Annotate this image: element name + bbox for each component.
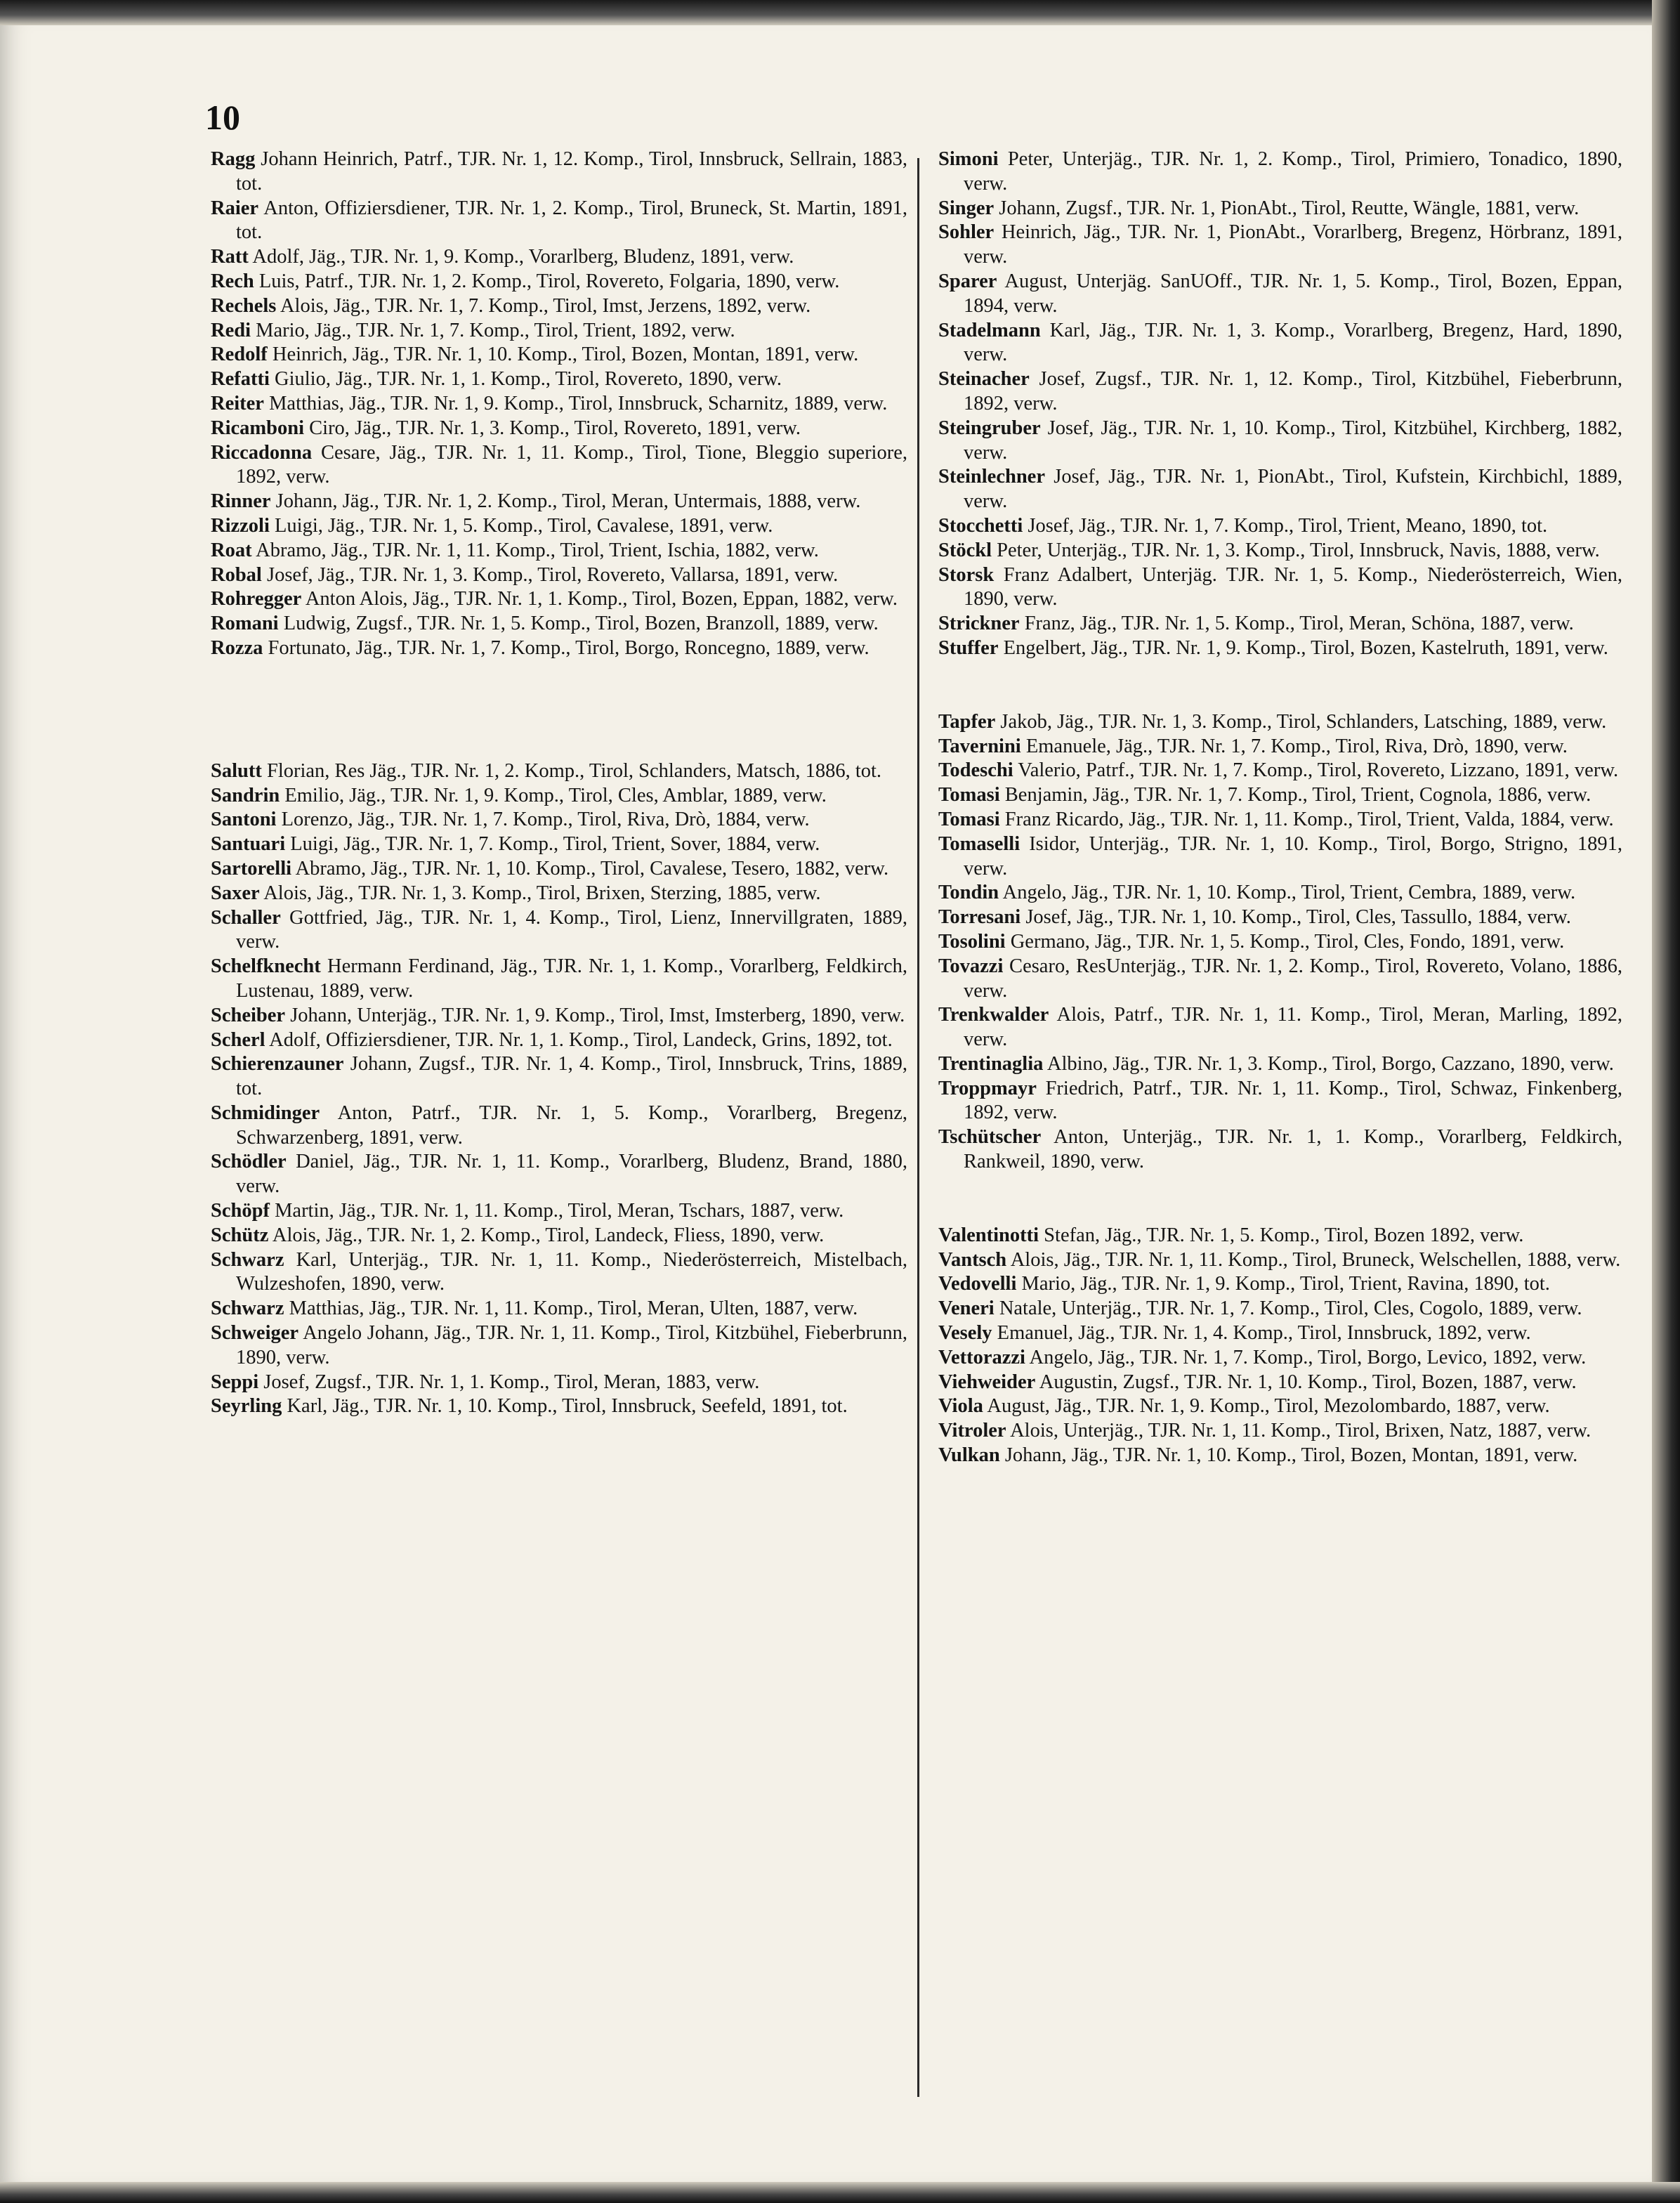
entry-details: Martin, Jäg., TJR. Nr. 1, 11. Komp., Tirol, Meran, Tschars, 1887, verw. [269,1200,844,1222]
entry-details: Hermann Ferdinand, Jäg., TJR. Nr. 1, 1. Komp., Vorarlberg, Feldkirch, Lustenau, 1889, verw. [236,955,907,1002]
entry-group-t [938,710,1622,1175]
entry-details: Josef, Jäg., TJR. Nr. 1, 7. Komp., Tirol, Trient, Meano, 1890, tot. [1023,514,1548,537]
entry-details: Gottfried, Jäg., TJR. Nr. 1, 4. Komp., Tirol, Lienz, Innervillgraten, 1889, verw. [236,906,907,953]
entry-surname: Schwarz [211,1297,284,1320]
entry-surname: Vedovelli [938,1273,1017,1295]
register-entry [938,1052,1622,1077]
register-entry [938,832,1622,882]
left-column [211,148,907,1419]
register-entry [938,367,1622,417]
entry-surname: Rinner [211,490,271,513]
register-entry [938,1321,1622,1346]
entry-surname: Sartorelli [211,857,292,880]
entry-details: Alois, Jäg., TJR. Nr. 1, 3. Komp., Tirol, Brixen, Sterzing, 1885, verw. [259,882,821,904]
entry-surname: Simoni [938,148,999,170]
entry-surname: Schweiger [211,1322,299,1345]
entry-surname: Schöpf [211,1200,270,1222]
entry-surname: Viola [938,1395,983,1418]
register-entry [938,636,1622,661]
register-entry [938,906,1622,930]
entry-details: Engelbert, Jäg., TJR. Nr. 1, 9. Komp., Tirol, Bozen, Kastelruth, 1891, verw. [998,636,1608,659]
right-column [938,148,1622,1468]
register-entry [938,930,1622,955]
entry-surname: Sparer [938,270,997,292]
entry-details: Mario, Jäg., TJR. Nr. 1, 9. Komp., Tirol, Trient, Ravina, 1890, tot. [1016,1273,1550,1295]
scan-edge-bottom [0,2182,1680,2203]
entry-details: Giulio, Jäg., TJR. Nr. 1, 1. Komp., Tirol, Rovereto, 1890, verw. [269,368,782,391]
entry-surname: Troppmayr [938,1077,1037,1099]
register-entry [211,148,907,197]
register-entry [211,1150,907,1199]
register-entry [211,514,907,539]
entry-surname: Romani [211,613,279,635]
entry-surname: Viehweider [938,1371,1036,1393]
register-entry [938,1297,1622,1321]
entry-details: Johann, Jäg., TJR. Nr. 1, 2. Komp., Tirol, Meran, Untermais, 1888, verw. [270,490,861,513]
register-entry [938,514,1622,539]
entry-surname: Ricamboni [211,417,305,439]
entry-details: Abramo, Jäg., TJR. Nr. 1, 11. Komp., Tirol, Trient, Ischia, 1882, verw. [251,539,819,561]
entry-surname: Raier [211,197,259,219]
entry-surname: Tavernini [938,735,1021,757]
entry-surname: Saxer [211,882,260,904]
entry-group-s [211,759,907,1420]
entry-details: Josef, Jäg., TJR. Nr. 1, 10. Komp., Tirol, Cles, Tassullo, 1884, verw. [1021,906,1571,929]
entry-surname: Salutt [211,759,262,782]
entry-surname: Scheiber [211,1004,286,1026]
register-entry [211,587,907,612]
entry-surname: Vantsch [938,1248,1007,1271]
entry-surname: Steingruber [938,417,1041,439]
entry-surname: Tschütscher [938,1126,1042,1149]
register-entry [211,319,907,344]
entry-surname: Trenkwalder [938,1004,1049,1026]
entry-details: Jakob, Jäg., TJR. Nr. 1, 3. Komp., Tirol, Schlanders, Latsching, 1889, verw. [995,710,1607,733]
register-entry [211,882,907,906]
entry-surname: Steinacher [938,368,1030,391]
entry-details: Emanuele, Jäg., TJR. Nr. 1, 7. Komp., Tirol, Riva, Drò, 1890, verw. [1021,735,1568,757]
entry-details: Albino, Jäg., TJR. Nr. 1, 3. Komp., Tirol, Borgo, Cazzano, 1890, verw. [1043,1052,1614,1075]
register-entry [938,197,1622,221]
register-entry [211,857,907,882]
register-entry [938,539,1622,563]
entry-details: August, Unterjäg. SanUOff., TJR. Nr. 1, 5. Komp., Tirol, Bozen, Eppan, 1894, verw. [964,270,1622,317]
entry-surname: Todeschi [938,759,1013,782]
entry-surname: Steinlechner [938,466,1045,488]
entry-details: Heinrich, Jäg., TJR. Nr. 1, PionAbt., Vorarlberg, Bregenz, Hörbranz, 1891, verw. [964,221,1622,268]
entry-details: Johann, Zugsf., TJR. Nr. 1, 4. Komp., Tirol, Innsbruck, Trins, 1889, tot. [236,1053,907,1100]
entry-surname: Vulkan [938,1444,1000,1467]
entry-details: Johann, Zugsf., TJR. Nr. 1, PionAbt., Tirol, Reutte, Wängle, 1881, verw. [994,197,1580,219]
entry-details: Karl, Unterjäg., TJR. Nr. 1, 11. Komp., Niederösterreich, Mistelbach, Wulzeshofen, 1890, verw. [236,1248,907,1295]
entry-surname: Schmidinger [211,1102,320,1124]
register-entry [211,367,907,392]
register-entry [211,1248,907,1297]
entry-surname: Tomaselli [938,832,1021,855]
entry-surname: Schwarz [211,1248,284,1271]
entry-surname: Stocchetti [938,514,1023,537]
entry-details: Luigi, Jäg., TJR. Nr. 1, 7. Komp., Tirol, Trient, Sover, 1884, verw. [285,833,820,856]
register-entry [938,563,1622,613]
group-spacer [938,661,1622,710]
group-spacer [211,661,907,759]
register-entry [938,735,1622,759]
entry-details: Adolf, Jäg., TJR. Nr. 1, 9. Komp., Vorarlberg, Bludenz, 1891, verw. [248,246,794,268]
register-entry [938,465,1622,514]
entry-surname: Santoni [211,809,277,831]
entry-surname: Riccadonna [211,441,313,464]
entry-surname: Tondin [938,882,999,904]
register-entry [211,1394,907,1419]
entry-details: Friedrich, Patrf., TJR. Nr. 1, 11. Komp., Tirol, Schwaz, Finkenberg, 1892, verw. [964,1077,1622,1124]
scan-edge-right [1652,0,1680,2203]
register-entry [211,832,907,857]
entry-details: August, Jäg., TJR. Nr. 1, 9. Komp., Tirol, Mezolombardo, 1887, verw. [983,1395,1550,1418]
register-entry [211,1199,907,1224]
entry-surname: Vettorazzi [938,1346,1025,1368]
entry-surname: Trentinaglia [938,1052,1044,1075]
entry-details: Johann Heinrich, Patrf., TJR. Nr. 1, 12. Komp., Tirol, Innsbruck, Sellrain, 1883, tot. [236,148,907,195]
entry-surname: Vitroler [938,1420,1006,1442]
entry-surname: Tosolini [938,930,1006,953]
entry-surname: Stuffer [938,636,999,659]
register-entry [938,710,1622,735]
register-entry [211,784,907,809]
entry-details: Franz, Jäg., TJR. Nr. 1, 5. Komp., Tirol, Meran, Schöna, 1887, verw. [1019,613,1574,635]
entry-details: Josef, Jäg., TJR. Nr. 1, 3. Komp., Tirol, Rovereto, Vallarsa, 1891, verw. [261,563,839,586]
register-entry [938,1419,1622,1444]
entry-surname: Tapfer [938,710,996,733]
entry-details: Emanuel, Jäg., TJR. Nr. 1, 4. Komp., Tirol, Innsbruck, 1892, verw. [992,1322,1531,1345]
entry-details: Luis, Patrf., TJR. Nr. 1, 2. Komp., Tirol, Rovereto, Folgaria, 1890, verw. [254,270,840,292]
entry-surname: Tomasi [938,808,1000,830]
register-entry [938,221,1622,270]
entry-surname: Vesely [938,1322,992,1345]
entry-details: Karl, Jäg., TJR. Nr. 1, 10. Komp., Tirol, Innsbruck, Seefeld, 1891, tot. [282,1395,848,1418]
entry-details: Alois, Unterjäg., TJR. Nr. 1, 11. Komp., Tirol, Brixen, Natz, 1887, verw. [1006,1420,1592,1442]
entry-surname: Strickner [938,613,1020,635]
register-entry [938,1272,1622,1297]
entry-details: Johann, Jäg., TJR. Nr. 1, 10. Komp., Tirol, Bozen, Montan, 1891, verw. [999,1444,1578,1467]
register-entry [211,245,907,270]
register-entry [938,1077,1622,1126]
register-entry [211,441,907,490]
entry-surname: Rech [211,270,254,292]
entry-surname: Ratt [211,246,249,268]
column-divider [917,158,919,2097]
entry-surname: Redi [211,319,251,341]
register-entry [211,636,907,661]
entry-details: Natale, Unterjäg., TJR. Nr. 1, 7. Komp., Tirol, Cles, Cogolo, 1889, verw. [994,1297,1582,1320]
register-entry [211,197,907,246]
entry-details: Matthias, Jäg., TJR. Nr. 1, 9. Komp., Tirol, Innsbruck, Scharnitz, 1889, verw. [263,392,888,414]
entry-details: Isidor, Unterjäg., TJR. Nr. 1, 10. Komp., Tirol, Borgo, Strigno, 1891, verw. [964,832,1622,880]
register-entry [211,1297,907,1321]
register-entry [938,417,1622,466]
register-entry [211,808,907,832]
entry-details: Anton Alois, Jäg., TJR. Nr. 1, 1. Komp., Tirol, Bozen, Eppan, 1882, verw. [301,588,898,610]
entry-details: Cesare, Jäg., TJR. Nr. 1, 11. Komp., Tirol, Tione, Bleggio superiore, 1892, verw. [236,441,907,488]
entry-surname: Schelfknecht [211,955,321,978]
register-entry [938,1248,1622,1273]
entry-details: Franz Ricardo, Jäg., TJR. Nr. 1, 11. Komp., Tirol, Trient, Valda, 1884, verw. [999,808,1614,830]
register-entry [211,1028,907,1053]
entry-surname: Rizzoli [211,514,270,537]
register-entry [211,1102,907,1151]
entry-surname: Redolf [211,344,268,366]
entry-surname: Refatti [211,368,270,391]
register-entry [938,319,1622,368]
entry-details: Angelo, Jäg., TJR. Nr. 1, 7. Komp., Tirol, Borgo, Levico, 1892, verw. [1025,1346,1587,1368]
entry-details: Luigi, Jäg., TJR. Nr. 1, 5. Komp., Tirol, Cavalese, 1891, verw. [269,514,773,537]
entry-surname: Schödler [211,1151,287,1173]
entry-details: Stefan, Jäg., TJR. Nr. 1, 5. Komp., Tirol, Bozen 1892, verw. [1039,1224,1524,1246]
entry-surname: Scherl [211,1028,265,1051]
entry-details: Angelo, Jäg., TJR. Nr. 1, 10. Komp., Tirol, Trient, Cembra, 1889, verw. [999,882,1576,904]
register-entry [211,539,907,563]
entry-group-r [211,148,907,661]
entry-surname: Rechels [211,294,277,317]
entry-surname: Valentinotti [938,1224,1039,1246]
entry-surname: Singer [938,197,995,219]
entry-details: Karl, Jäg., TJR. Nr. 1, 3. Komp., Vorarlberg, Bregenz, Hard, 1890, verw. [964,319,1622,366]
register-entry [938,1394,1622,1419]
entry-details: Anton, Patrf., TJR. Nr. 1, 5. Komp., Vorarlberg, Bregenz, Schwarzenberg, 1891, verw. [236,1102,907,1149]
entry-details: Fortunato, Jäg., TJR. Nr. 1, 7. Komp., Tirol, Borgo, Roncegno, 1889, verw. [263,636,869,659]
register-entry [211,343,907,367]
entry-details: Florian, Res Jäg., TJR. Nr. 1, 2. Komp., Tirol, Schlanders, Matsch, 1886, tot. [261,759,882,782]
register-entry [938,1125,1622,1175]
register-entry [938,808,1622,832]
register-entry [211,612,907,636]
register-entry [938,1346,1622,1371]
entry-surname: Torresani [938,906,1021,929]
entry-surname: Schütz [211,1224,269,1246]
entry-details: Josef, Jäg., TJR. Nr. 1, 10. Komp., Tirol, Kitzbühel, Kirchberg, 1882, verw. [964,417,1622,464]
register-entry [211,1224,907,1248]
register-entry [211,490,907,514]
entry-details: Benjamin, Jäg., TJR. Nr. 1, 7. Komp., Tirol, Trient, Cognola, 1886, verw. [999,784,1592,806]
entry-surname: Tovazzi [938,955,1004,977]
scan-edge-top [0,0,1680,25]
register-entry [938,1003,1622,1052]
register-entry [211,294,907,319]
entry-details: Abramo, Jäg., TJR. Nr. 1, 10. Komp., Tirol, Cavalese, Tesero, 1882, verw. [291,857,889,880]
register-entry [938,270,1622,319]
entry-surname: Santuari [211,833,286,856]
entry-details: Ludwig, Zugsf., TJR. Nr. 1, 5. Komp., Tirol, Bozen, Branzoll, 1889, verw. [278,613,879,635]
register-entry [211,563,907,588]
entry-surname: Veneri [938,1297,995,1320]
entry-details: Ciro, Jäg., TJR. Nr. 1, 3. Komp., Tirol, Rovereto, 1891, verw. [304,417,801,439]
entry-details: Lorenzo, Jäg., TJR. Nr. 1, 7. Komp., Tirol, Riva, Drò, 1884, verw. [276,809,810,831]
entry-surname: Schaller [211,906,281,929]
entry-surname: Storsk [938,563,995,586]
register-entry [938,1224,1622,1248]
page-number: 10 [205,98,240,137]
register-entry [211,417,907,441]
entry-details: Matthias, Jäg., TJR. Nr. 1, 11. Komp., Tirol, Meran, Ulten, 1887, verw. [284,1297,858,1320]
register-entry [938,955,1622,1004]
entry-details: Peter, Unterjäg., TJR. Nr. 1, 2. Komp., Tirol, Primiero, Tonadico, 1890, verw. [964,148,1622,195]
register-entry [938,783,1622,808]
entry-surname: Ragg [211,148,256,170]
entry-details: Anton, Unterjäg., TJR. Nr. 1, 1. Komp., Vorarlberg, Feldkirch, Rankweil, 1890, verw. [964,1126,1622,1173]
entry-details: Josef, Zugsf., TJR. Nr. 1, 1. Komp., Tirol, Meran, 1883, verw. [258,1371,760,1393]
register-entry [211,392,907,417]
entry-surname: Sohler [938,221,995,244]
entry-details: Josef, Jäg., TJR. Nr. 1, PionAbt., Tirol, Kufstein, Kirchbichl, 1889, verw. [964,466,1622,513]
entry-surname: Tomasi [938,784,1000,806]
register-entry [938,759,1622,783]
entry-surname: Robal [211,563,262,586]
register-entry [938,612,1622,636]
entry-details: Valerio, Patrf., TJR. Nr. 1, 7. Komp., Tirol, Rovereto, Lizzano, 1891, verw. [1013,759,1619,782]
register-entry [211,270,907,294]
register-entry [211,759,907,784]
register-entry [211,1371,907,1395]
register-entry [211,1052,907,1102]
entry-details: Franz Adalbert, Unterjäg. TJR. Nr. 1, 5. Komp., Niederösterreich, Wien, 1890, verw. [964,563,1622,610]
register-entry [211,1004,907,1028]
register-entry [938,1444,1622,1468]
entry-surname: Seppi [211,1371,259,1393]
entry-surname: Reiter [211,392,264,414]
entry-surname: Schierenzauner [211,1053,344,1076]
entry-surname: Rohregger [211,588,302,610]
register-entry [938,148,1622,197]
register-entry [211,955,907,1004]
entry-surname: Seyrling [211,1395,282,1418]
entry-surname: Stadelmann [938,319,1041,341]
register-entry [938,881,1622,906]
entry-details: Anton, Offiziersdiener, TJR. Nr. 1, 2. Komp., Tirol, Bruneck, St. Martin, 1891, tot. [236,197,907,244]
entry-group-v [938,1224,1622,1468]
entry-details: Alois, Jäg., TJR. Nr. 1, 2. Komp., Tirol, Landeck, Fliess, 1890, verw. [268,1224,825,1246]
entry-details: Adolf, Offiziersdiener, TJR. Nr. 1, 1. Komp., Tirol, Landeck, Grins, 1892, tot. [265,1028,893,1051]
entry-surname: Roat [211,539,252,561]
entry-details: Cesaro, ResUnterjäg., TJR. Nr. 1, 2. Komp., Tirol, Rovereto, Volano, 1886, verw. [964,955,1622,1002]
group-spacer [938,1175,1622,1224]
entry-surname: Rozza [211,636,263,659]
register-entry [938,1371,1622,1395]
entry-details: Peter, Unterjäg., TJR. Nr. 1, 3. Komp., Tirol, Innsbruck, Navis, 1888, verw. [992,539,1600,561]
entry-group-s-continued [938,148,1622,661]
register-entry [211,1321,907,1371]
entry-details: Angelo Johann, Jäg., TJR. Nr. 1, 11. Komp., Tirol, Kitzbühel, Fieberbrunn, 1890, verw. [236,1322,907,1368]
entry-details: Alois, Jäg., TJR. Nr. 1, 11. Komp., Tirol, Bruneck, Welschellen, 1888, verw. [1006,1248,1621,1271]
entry-details: Alois, Jäg., TJR. Nr. 1, 7. Komp., Tirol, Imst, Jerzens, 1892, verw. [276,294,811,317]
entry-details: Josef, Zugsf., TJR. Nr. 1, 12. Komp., Tirol, Kitzbühel, Fieberbrunn, 1892, verw. [964,368,1622,414]
entry-details: Emilio, Jäg., TJR. Nr. 1, 9. Komp., Tirol, Cles, Amblar, 1889, verw. [280,784,827,806]
entry-details: Heinrich, Jäg., TJR. Nr. 1, 10. Komp., Tirol, Bozen, Montan, 1891, verw. [267,344,859,366]
entry-details: Germano, Jäg., TJR. Nr. 1, 5. Komp., Tirol, Cles, Fondo, 1891, verw. [1005,930,1565,953]
entry-surname: Stöckl [938,539,992,561]
register-entry [211,906,907,955]
entry-details: Johann, Unterjäg., TJR. Nr. 1, 9. Komp., Tirol, Imst, Imsterberg, 1890, verw. [285,1004,905,1026]
entry-surname: Sandrin [211,784,280,806]
entry-details: Alois, Patrf., TJR. Nr. 1, 11. Komp., Tirol, Meran, Marling, 1892, verw. [964,1004,1622,1051]
entry-details: Mario, Jäg., TJR. Nr. 1, 7. Komp., Tirol, Trient, 1892, verw. [251,319,735,341]
entry-details: Augustin, Zugsf., TJR. Nr. 1, 10. Komp., Tirol, Bozen, 1887, verw. [1035,1371,1577,1393]
entry-details: Daniel, Jäg., TJR. Nr. 1, 11. Komp., Vorarlberg, Bludenz, Brand, 1880, verw. [236,1151,907,1198]
